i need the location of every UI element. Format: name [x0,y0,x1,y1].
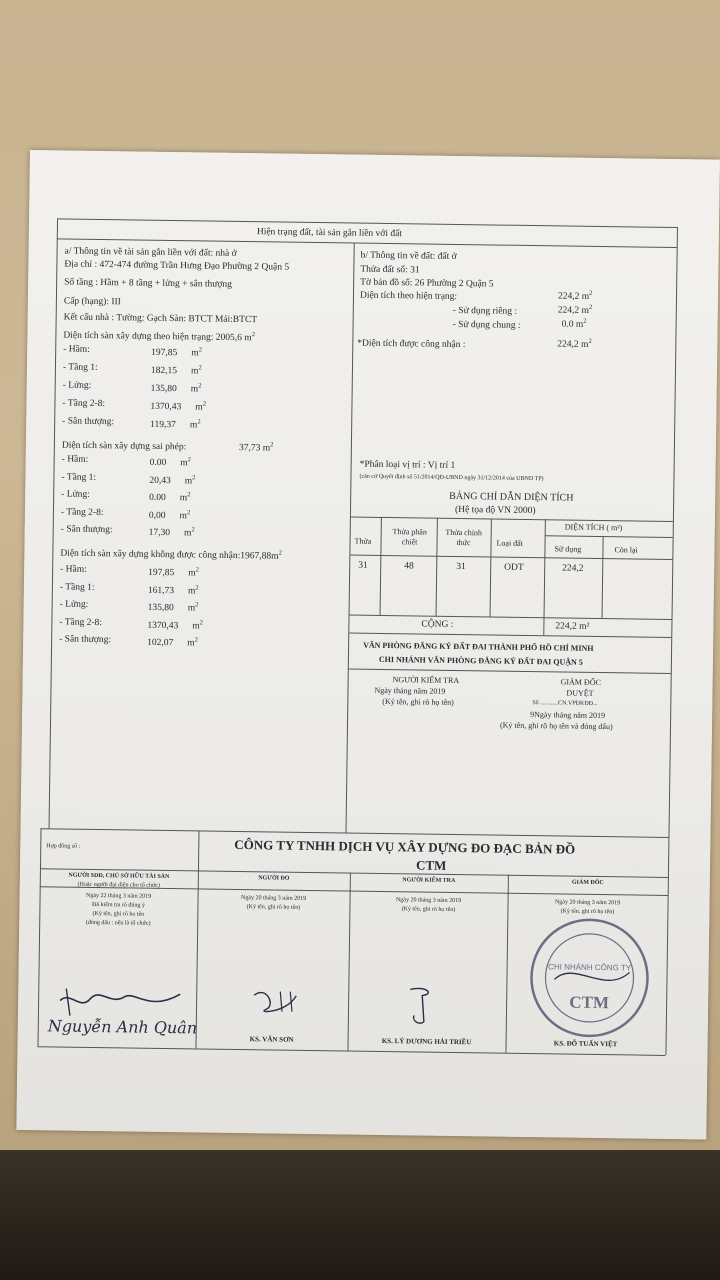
unrec-row-label: - Tầng 2-8: [59,616,103,628]
wrong-row-value: 0.00 $m^2$ [149,456,192,469]
floor-shadow [0,1150,720,1280]
wrong-row-value: 0.00 $m^2$ [149,491,191,504]
common-use-value: 0.0 $m^2$ [561,317,587,330]
floors-text: Số tầng : Hầm + 8 tầng + lửng + sân thượng [64,277,233,290]
col-date: Ngày 20 tháng 3 năm 2019 [395,897,462,905]
current-row-value: 1370,43 $m^2$ [150,400,207,413]
unrec-row-label: - Lửng: [59,599,89,610]
director-note: (Ký tên, ghi rõ họ tên và đóng dấu) [499,720,613,732]
col-note: (Ký tên, ghi rõ họ tên) [246,904,301,911]
current-area-total: 2005,6 [215,332,242,344]
unrec-row-value: 1370,43 $m^2$ [147,618,203,632]
unrec-row-value: 135,80 $m^2$ [147,601,199,614]
office-line-2: CHI NHÁNH VĂN PHÒNG ĐĂNG KÝ ĐẤT ĐAI QUẬN 5 [378,654,583,667]
col-loai-dat: Loại đất [496,538,524,548]
wrong-row-label: - Lửng: [61,489,90,500]
col-title: NGƯỜI SDĐ, CHỦ SỞ HỮU TÀI SẢN [68,872,170,881]
owner-signature-text: Nguyễn Anh Quân [47,1016,198,1038]
office-line-1: VĂN PHÒNG ĐĂNG KÝ ĐẤT ĐAI THÀNH PHỐ HỒ CHÍ MINH [363,640,594,653]
unrec-row-label: - Sân thượng: [59,634,112,646]
company-name: CÔNG TY TNHH DỊCH VỤ XÂY DỰNG ĐO ĐẠC BẢN ĐỒ [234,836,576,857]
wrong-row-value: 0,00 $m^2$ [148,508,191,521]
private-use-label: - Sử dụng riêng : [452,305,518,317]
director-ref: Số ............CN.VPĐKĐĐ... [532,700,598,707]
col-con-lai: Còn lại [614,545,638,555]
structure-text: Kết cấu nhà : Tường: Gạch Sàn: BTCT Mái:BTCT [63,312,258,326]
total-value: 224,2 m² [555,621,590,632]
position-basis: (căn cứ Quyết định số 51/2014/QĐ-UBND ngày 31/12/2014 của UBND TP) [359,473,544,483]
cell-chinh-thuc: 31 [456,561,466,573]
land-heading: b/ Thông tin về đất: đất ở [360,250,457,262]
wrong-area-title: Diện tích sàn xây dựng sai phép: 37,73 $m^2$ [61,440,274,454]
header-title: Hiện trạng đất, tài sản gắn liền với đất [256,227,403,240]
col-chinh-thuc: Thửa chính thức [445,527,483,548]
unrec-row-value: 102,07 $m^2$ [147,636,198,649]
unrec-row-value: 197,85 $m^2$ [148,566,199,579]
director-title: GIÁM ĐỐC [560,677,601,688]
svg-text:CTM: CTM [569,992,610,1013]
inspector-note: (Ký tên, ghi rõ họ tên) [382,696,454,707]
contract-label: Hợp đồng số : [46,843,81,850]
col-note: (đóng dấu : nếu là tổ chức) [85,919,151,927]
current-row-label: - Sân thượng: [62,416,115,428]
current-row-label: - Lửng: [62,380,92,391]
col-dien-tich: DIỆN TÍCH ( m²) [564,522,623,533]
map-sheet: Tờ bản đồ số: 26 Phường 2 Quận 5 [360,277,494,290]
current-row-label: - Hầm: [63,344,90,355]
wrong-row-label: - Tầng 1: [61,471,97,483]
col-signer: KS. ĐỖ TUẤN VIỆT [553,1039,618,1049]
director-date: 9Ngày tháng năm 2019 [530,710,606,721]
area-table-subtitle: (Hệ tọa độ VN 2000) [454,504,536,517]
col-signer: KS. LÝ DƯƠNG HẢI TRIỀU [381,1036,472,1047]
cell-phan-chiet: 48 [404,561,414,572]
current-row-value: 182,15 $m^2$ [150,364,202,377]
wrong-row-label: - Tầng 2-8: [60,506,104,518]
unrec-row-label: - Hầm: [60,564,87,575]
col-thua: Thửa [354,536,372,546]
wrong-row-label: - Hầm: [61,454,89,465]
col-note: (Ký tên, ghi rõ họ tên) [560,908,615,916]
director-sub: DUYỆT [566,688,594,698]
grade-text: Cấp (hạng): III [63,296,121,308]
col-signer: KS. VĂN SƠN [249,1035,294,1044]
company-stamp [513,899,665,1051]
company-abbr: CTM [415,857,447,873]
col-title: NGƯỜI KIỂM TRA [402,877,456,885]
surveyor-signature [246,983,307,1024]
col-date: Ngày 20 tháng 3 năm 2019 [554,899,621,907]
cell-thua: 31 [358,560,368,571]
common-use-label: - Sử dụng chung : [452,319,521,331]
unrecognized-area-total: 1967,88 [240,551,272,562]
wrong-row-value: 17,30 $m^2$ [148,526,195,539]
current-row-label: - Tầng 2-8: [62,398,106,410]
recognized-area-value: 224,2 $m^2$ [557,337,592,350]
unrecognized-area-title: Diện tích sàn xây dựng không được công $nhận:1967,88m^2$ [60,548,282,562]
wrong-area-total: 37,73 [238,443,261,454]
col-date: Ngày 22 tháng 3 năm 2019 [85,892,152,900]
wrong-row-value: 20,43 $m^2$ [149,473,196,486]
cell-loai-dat: ODT [504,562,524,573]
col-subtitle: (Hoặc người đại diện cho tổ chức) [77,881,160,889]
inspector-date: Ngày tháng năm 2019 [374,685,446,696]
col-title: NGƯỜI ĐO [258,875,290,882]
col-title: GIÁM ĐỐC [571,879,604,887]
current-row-value: 135,80 $m^2$ [150,382,202,395]
col-note: Đã kiểm tra rõ đúng ý [92,901,145,909]
total-label: CỘNG : [421,619,454,630]
cell-su-dung: 224,2 [562,563,584,574]
current-row-value: 119,37 $m^2$ [150,418,201,431]
col-su-dung: Sử dụng [554,544,582,554]
position-class: *Phân loại vị trí : Vị trí 1 [359,459,456,471]
parcel-number: Thửa đất số: 31 [360,264,420,276]
private-use-value: 224,2 $m^2$ [557,303,593,316]
assets-heading: a/ Thông tin về tài sản gắn liền với đất: nhà ở [64,246,237,259]
owner-signature [39,970,200,1052]
current-row-label: - Tầng 1: [62,362,98,373]
unrec-row-value: 161,73 $m^2$ [147,583,199,597]
recognized-area-label: *Diện tích được công nhận : [357,338,466,351]
area-label: Diện tích theo hiện trạng: [359,290,458,302]
document-page [16,150,720,1140]
area-value: 224,2 $m^2$ [557,289,593,302]
current-row-value: 197,85 $m^2$ [151,346,203,359]
col-note: (Ký tên, ghi rõ họ tên) [401,906,456,914]
area-table-title: BẢNG CHỈ DẪN DIỆN TÍCH [449,490,574,504]
col-note: (Ký tên, ghi rõ họ tên [92,910,145,918]
current-area-title: Diện tích sàn xây dựng theo hiện trạng: 2005,6 $m^2$ [63,330,256,344]
svg-text:CHI NHÁNH CÔNG TY: CHI NHÁNH CÔNG TY [548,962,632,973]
address-text: Địa chỉ : 472-474 đường Trần Hưng Đạo Phường 2 Quận 5 [64,259,290,273]
wrong-row-label: - Sân thượng: [60,524,113,536]
unrec-row-label: - Tầng 1: [59,581,95,593]
col-phan-chiet: Thửa phân chiết [392,527,427,547]
inspector-signature [400,981,451,1030]
inspector-title: NGƯỜI KIỂM TRA [392,675,460,686]
col-date: Ngày 20 tháng 3 năm 2019 [240,895,307,902]
